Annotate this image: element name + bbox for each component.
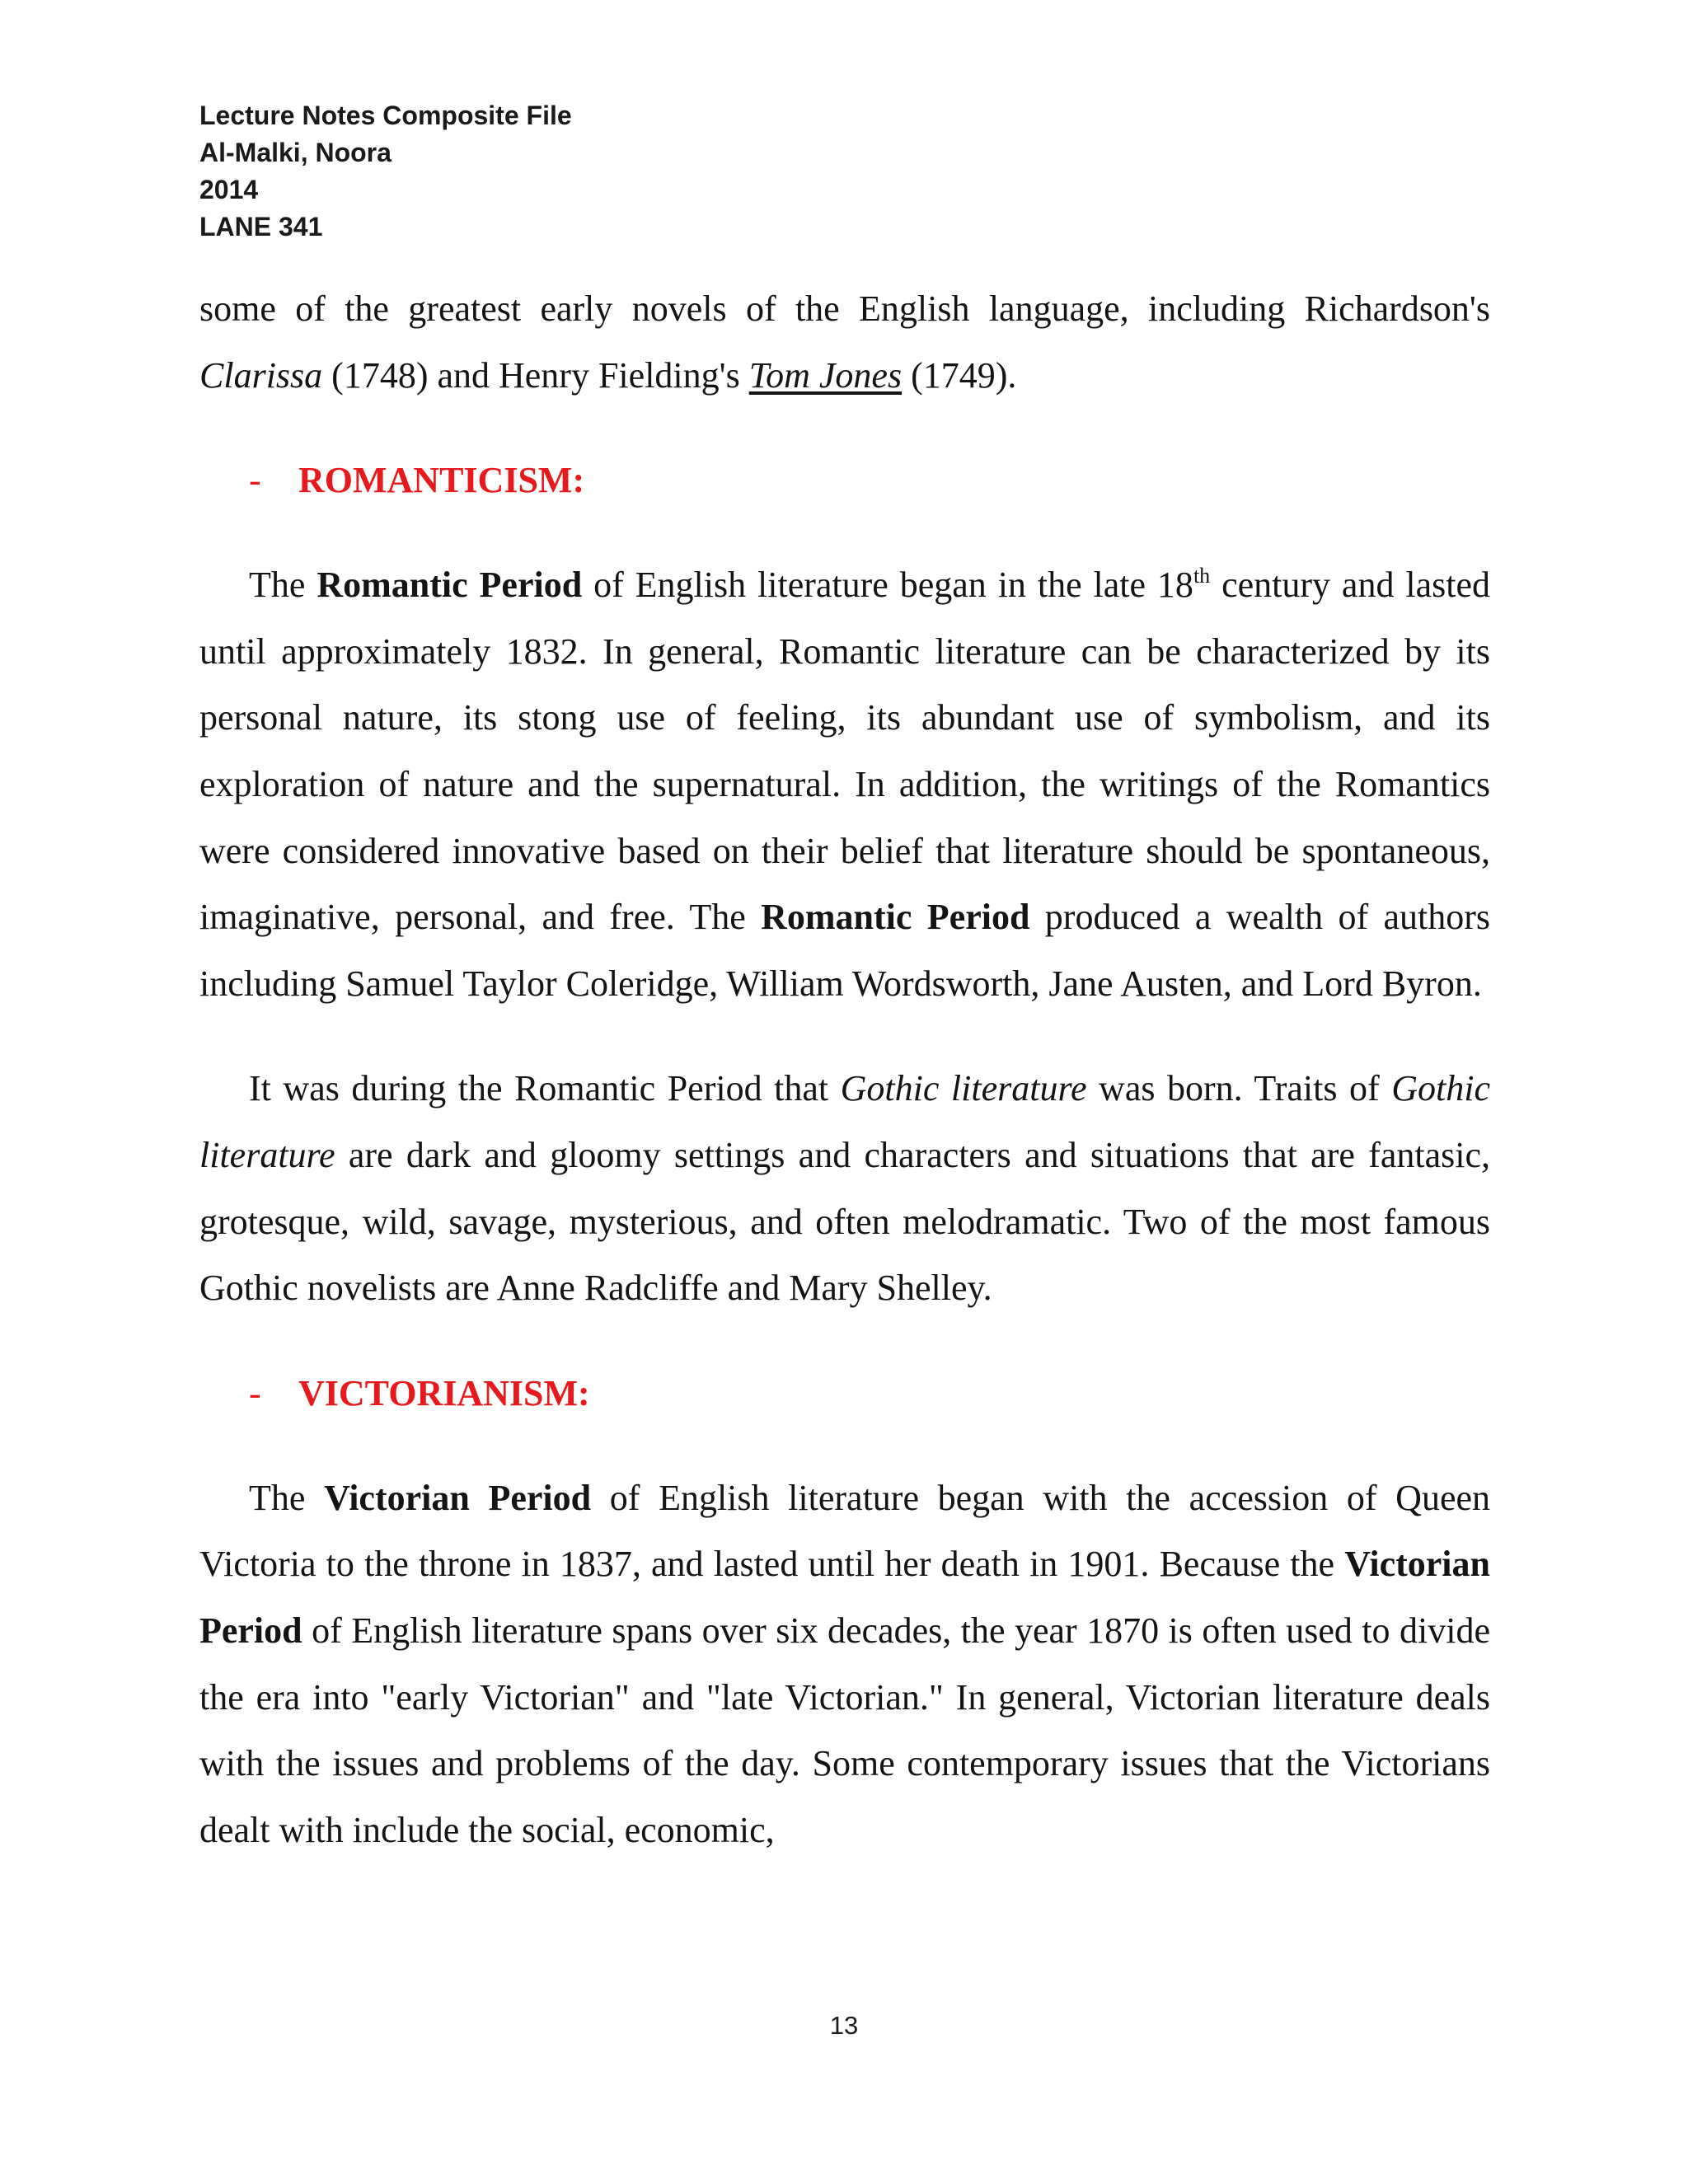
work-title-clarissa: Clarissa (199, 354, 323, 396)
bold-term: Victorian Period (199, 1544, 1490, 1651)
bold-term: Victorian Period (324, 1477, 592, 1518)
romanticism-paragraph-2: It was during the Romantic Period that Gothic literature was born. Traits of Gothic literature are dark and gloomy settings and characters and situations that are fantasic, grotesque, wild, savage, mysterious, and often melodramatic. Two of the most famous Gothic novelists are Anne Radcliffe and Mary Shelley. (199, 1068, 1490, 1309)
header-year: 2014 (199, 175, 259, 204)
section-heading-victorianism (199, 1361, 1490, 1427)
italic-term: Gothic literature (840, 1068, 1087, 1109)
bold-term: Romantic Period (761, 897, 1030, 938)
header-course: LANE 341 (199, 212, 323, 241)
romanticism-paragraph-1: The Romantic Period of English literature began in the late 18th century and lasted until approximately 1832. In general, Romantic literature can be characterized by its personal nature, its stong use of feeling, its abundant use of symbolism, and its exploration of nature and the supernatural. In addition, the writings of the Romantics were considered innovative based on their belief that literature should be spontaneous, imaginative, personal, and free. The Romantic Period produced a wealth of authors including Samuel Taylor Coleridge, William Wordsworth, Jane Austen, and Lord Byron. (199, 563, 1491, 1004)
document-header (199, 97, 572, 246)
page-number: 13 (829, 2011, 859, 2040)
heading-dash: - (249, 1372, 261, 1413)
header-author: Al-Malki, Noora (199, 138, 392, 167)
work-title-tom-jones: Tom Jones (748, 354, 903, 396)
bold-term: Romantic Period (316, 565, 583, 606)
victorianism-paragraph-1: The Victorian Period of English literature began with the accession of Queen Victoria to the throne in 1837, and lasted until her death in 1901. Because the Victorian Period of English literature spans over six decades, the year 1870 is often used to divide the era into "early Victorian" and "late Victorian." In general, Victorian literature deals with the issues and problems of the day. Some contemporary issues that the Victorians dealt with include the social, economic, (199, 1477, 1490, 1850)
section-heading-romanticism (199, 448, 1490, 513)
italic-term: Gothic literature (199, 1068, 1490, 1175)
intro-paragraph: some of the greatest early novels of the English language, including Richardson's Clarissa (1748) and Henry Fielding's Tom Jones (1749). (199, 288, 1490, 396)
heading-text: ROMANTICISM: (298, 460, 585, 501)
heading-text: VICTORIANISM: (298, 1372, 590, 1413)
ordinal-suffix: th (1193, 563, 1211, 588)
heading-dash: - (249, 460, 261, 501)
document-body (199, 276, 1490, 1863)
header-title: Lecture Notes Composite File (199, 101, 572, 130)
